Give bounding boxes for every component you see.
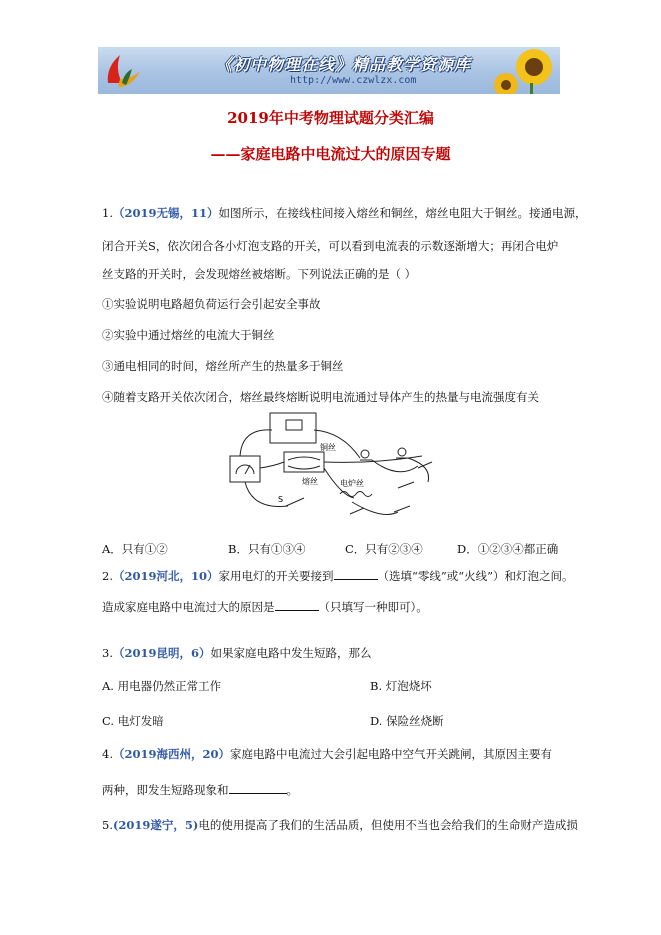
q3-option-d: D. 保险丝烧断 (370, 714, 444, 728)
q1-choice-b: B．只有①③④ (228, 542, 306, 556)
copper-wire-label: 铜丝 (320, 443, 336, 452)
q4-blank[interactable] (229, 781, 287, 794)
circuit-figure (222, 410, 458, 528)
banner-title: 《初中物理在线》精品教学资源库 (216, 55, 472, 74)
q2-text-1: 家用电灯的开关要接到 (218, 569, 334, 583)
q1-text-1: 如图所示，在接线柱间接入熔丝和铜丝，熔丝电阻大于铜丝。接通电源， (218, 206, 587, 220)
q3-source: （2019昆明，6） (112, 646, 211, 660)
q1-line-1 (102, 205, 587, 221)
q4-number: 4. (102, 747, 113, 761)
q1-line-2: 闭合开关S，依次闭合各小灯泡支路的开关，可以看到电流表的示数逐渐增大；再闭合电炉 (102, 239, 559, 253)
q2-source: （2019河北，10） (112, 569, 219, 583)
switch-label: S (278, 495, 284, 504)
q4-line-2 (102, 781, 298, 798)
q3-option-b: B. 灯泡烧坏 (370, 679, 432, 693)
heater-wire-label: 电炉丝 (340, 479, 364, 488)
sunflower-icon (490, 47, 560, 94)
q2-blank-2[interactable] (275, 598, 319, 611)
q4-text-1: 家庭电路中电流过大会引起电路中空气开关跳闸，其原因主要有 (230, 747, 552, 761)
q5-source: (2019遂宁，5) (112, 818, 199, 832)
q1-line-3: 丝支路的开关时，会发现熔丝被熔断。下列说法正确的是（ ） (102, 267, 417, 281)
q1-source: （2019无锡，11） (112, 206, 219, 220)
q1-number: 1. (102, 206, 113, 220)
q5-text-1: 电的使用提高了我们的生活品质，但使用不当也会给我们的生命财产造成损 (198, 818, 578, 832)
fuse-label: 熔丝 (302, 477, 318, 486)
document-title: 2019年中考物理试题分类汇编 (227, 109, 434, 127)
q3-option-a: A. 用电器仍然正常工作 (102, 679, 222, 693)
q1-statement-2: ②实验中通过熔丝的电流大于铜丝 (102, 328, 275, 342)
q3-stem (102, 645, 372, 661)
banner-url[interactable]: http://www.czwlzx.com (290, 75, 417, 86)
q1-choice-a: A．只有①② (102, 542, 168, 556)
q2-blank-1[interactable] (334, 567, 378, 580)
q2-text-2: （选填“零线”或“火线”）和灯泡之间。 (377, 569, 574, 583)
q1-choice-d: D．①②③④都正确 (457, 542, 559, 556)
document-subtitle: ——家庭电路中电流过大的原因专题 (210, 145, 451, 163)
q3-option-c: C. 电灯发暗 (102, 714, 164, 728)
q4-text-2: 两种，即发生短路现象和 (102, 783, 229, 797)
q1-statement-4: ④随着支路开关依次闭合，熔丝最终熔断说明电流通过导体产生的热量与电流强度有关 (102, 390, 539, 404)
logo-icon (102, 49, 144, 91)
q2-text-4: （只填写一种即可）。 (318, 600, 428, 614)
q1-statement-3: ③通电相同的时间，熔丝所产生的热量多于铜丝 (102, 359, 344, 373)
q5-line-1 (102, 817, 578, 833)
header-banner (98, 47, 560, 94)
q1-choice-c: C．只有②③④ (345, 542, 423, 556)
q4-source: （2019海西州，20） (112, 747, 230, 761)
q2-line-2 (102, 598, 428, 615)
q2-text-3: 造成家庭电路中电流过大的原因是 (102, 600, 275, 614)
q2-number: 2. (102, 569, 113, 583)
q5-number: 5. (102, 818, 113, 832)
q4-line-1 (102, 746, 552, 762)
q1-statement-1: ①实验说明电路超负荷运行会引起安全事故 (102, 297, 321, 311)
q3-number: 3. (102, 646, 113, 660)
q3-text: 如果家庭电路中发生短路，那么 (210, 646, 372, 660)
q4-text-3: 。 (286, 783, 298, 797)
q2-line-1 (102, 567, 574, 584)
